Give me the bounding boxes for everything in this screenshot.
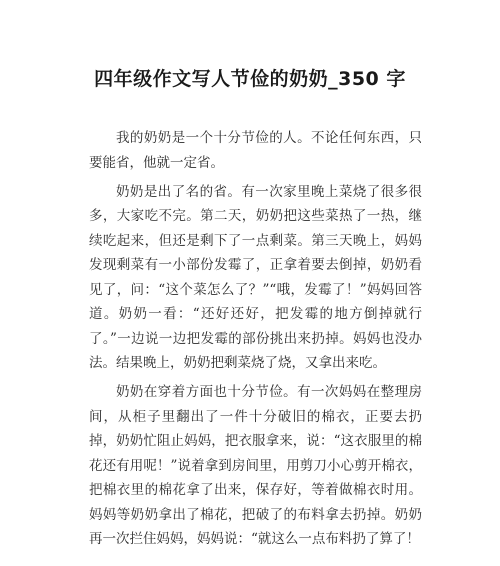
paragraph-2: 奶奶是出了名的省。有一次家里晚上菜烧了很多很多，大家吃不完。第二天，奶奶把这些菜热了一热，继续吃起来，但还是剩下了一点剩菜。第三天晚上，妈妈发现剩菜有一小部份发霉了，正拿着要去倒掉，奶奶看见了，问：“这个菜怎么了？”“哦，发霉了！”妈妈回答道。奶奶一看：“还好还好，把发霉的地方倒掉就行了。”一边说一边把发霉的部份挑出来扔掉。妈妈也没办法。结果晚上，奶奶把剩菜烧了烧，又拿出来吃。 bbox=[89, 183, 422, 371]
document-title: 四年级作文写人节俭的奶奶_350 字 bbox=[94, 68, 406, 90]
paragraph-3: 奶奶在穿着方面也十分节俭。有一次妈妈在整理房间，从柜子里翻出了一件十分破旧的棉衣，正要去扔掉，奶奶忙阻止妈妈，把衣服拿来，说：“这衣服里的棉花还有用呢！”说着拿到房间里，用剪刀小心剪开棉衣，把棉衣里的棉花拿了出来，保存好，等着做棉衣时用。妈妈等奶奶拿出了棉花，把破了的布料拿去扔掉。奶奶再一次拦住妈妈，妈妈说：“就这么一点布料扔了算了！ bbox=[89, 384, 422, 547]
document-body bbox=[89, 126, 422, 556]
paragraph-1: 我的奶奶是一个十分节俭的人。不论任何东西，只要能省，他就一定省。 bbox=[89, 130, 422, 171]
